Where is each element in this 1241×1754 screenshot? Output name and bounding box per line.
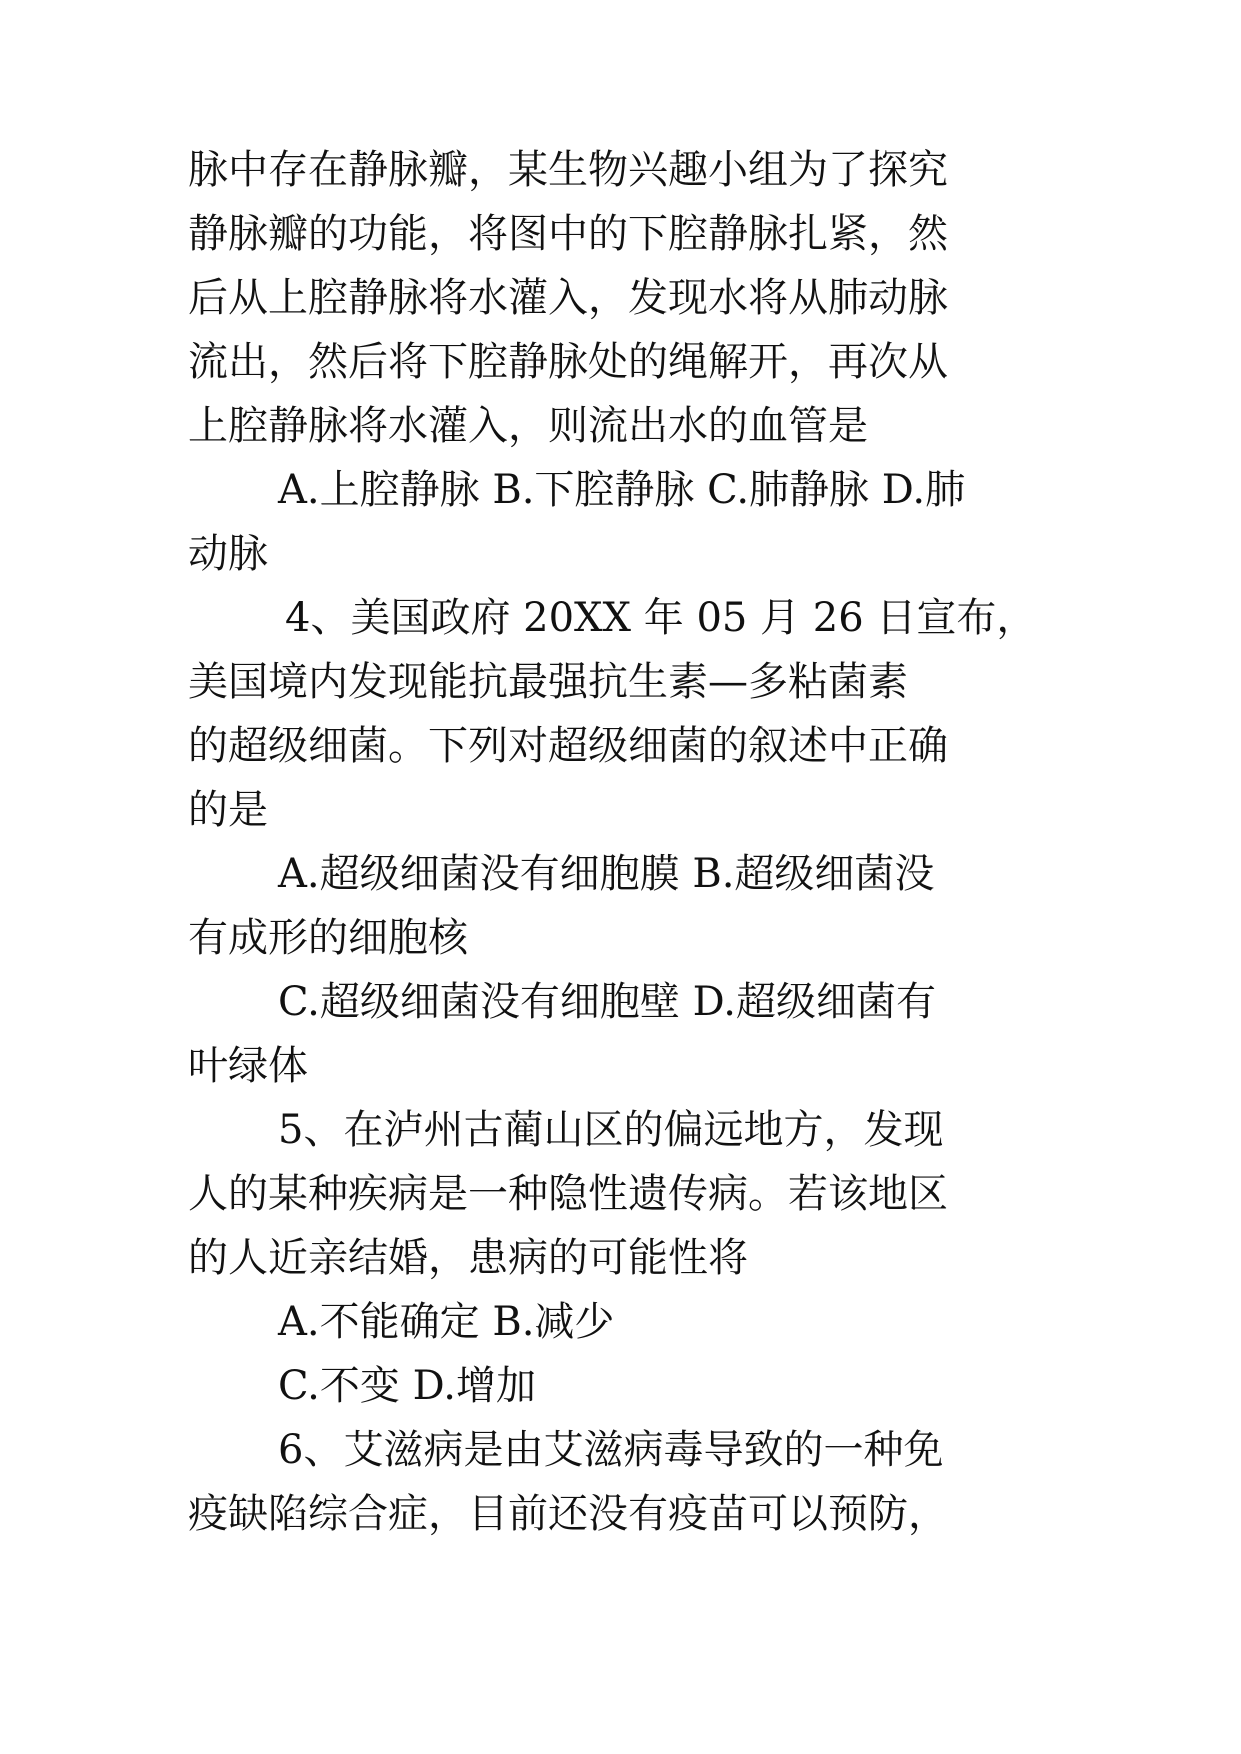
question-line: 4、美国政府 20XX 年 05 月 26 日宣布，: [285, 595, 1037, 641]
question-line: 5、在泸州古蔺山区的偏远地方，发现: [278, 1107, 944, 1153]
text-line: 动脉: [188, 531, 268, 577]
text-line: 有成形的细胞核: [188, 915, 468, 961]
question-line: 6、艾滋病是由艾滋病毒导致的一种免: [278, 1427, 944, 1473]
text-line: 人的某种疾病是一种隐性遗传病。若该地区: [188, 1171, 948, 1217]
text-line: 上腔静脉将水灌入，则流出水的血管是: [188, 403, 868, 449]
option-line: A.上腔静脉 B.下腔静脉 C.肺静脉 D.肺: [278, 467, 966, 513]
text-line: 疫缺陷综合症，目前还没有疫苗可以预防，: [188, 1491, 948, 1537]
option-line: A.不能确定 B.减少: [278, 1299, 615, 1345]
text-line: 叶绿体: [188, 1043, 308, 1089]
text-line: 脉中存在静脉瓣，某生物兴趣小组为了探究: [188, 147, 948, 193]
text-line: 后从上腔静脉将水灌入，发现水将从肺动脉: [188, 275, 948, 321]
option-line: C.超级细菌没有细胞壁 D.超级细菌有: [278, 979, 936, 1025]
option-line: C.不变 D.增加: [278, 1363, 536, 1409]
text-line: 的超级细菌。下列对超级细菌的叙述中正确: [188, 723, 948, 769]
text-line: 的是: [188, 787, 268, 833]
text-line: 美国境内发现能抗最强抗生素—多粘菌素: [188, 659, 908, 705]
text-line: 的人近亲结婚，患病的可能性将: [188, 1235, 748, 1281]
text-line: 静脉瓣的功能，将图中的下腔静脉扎紧，然: [188, 211, 948, 257]
option-line: A.超级细菌没有细胞膜 B.超级细菌没: [278, 851, 935, 897]
text-line: 流出，然后将下腔静脉处的绳解开，再次从: [188, 339, 948, 385]
